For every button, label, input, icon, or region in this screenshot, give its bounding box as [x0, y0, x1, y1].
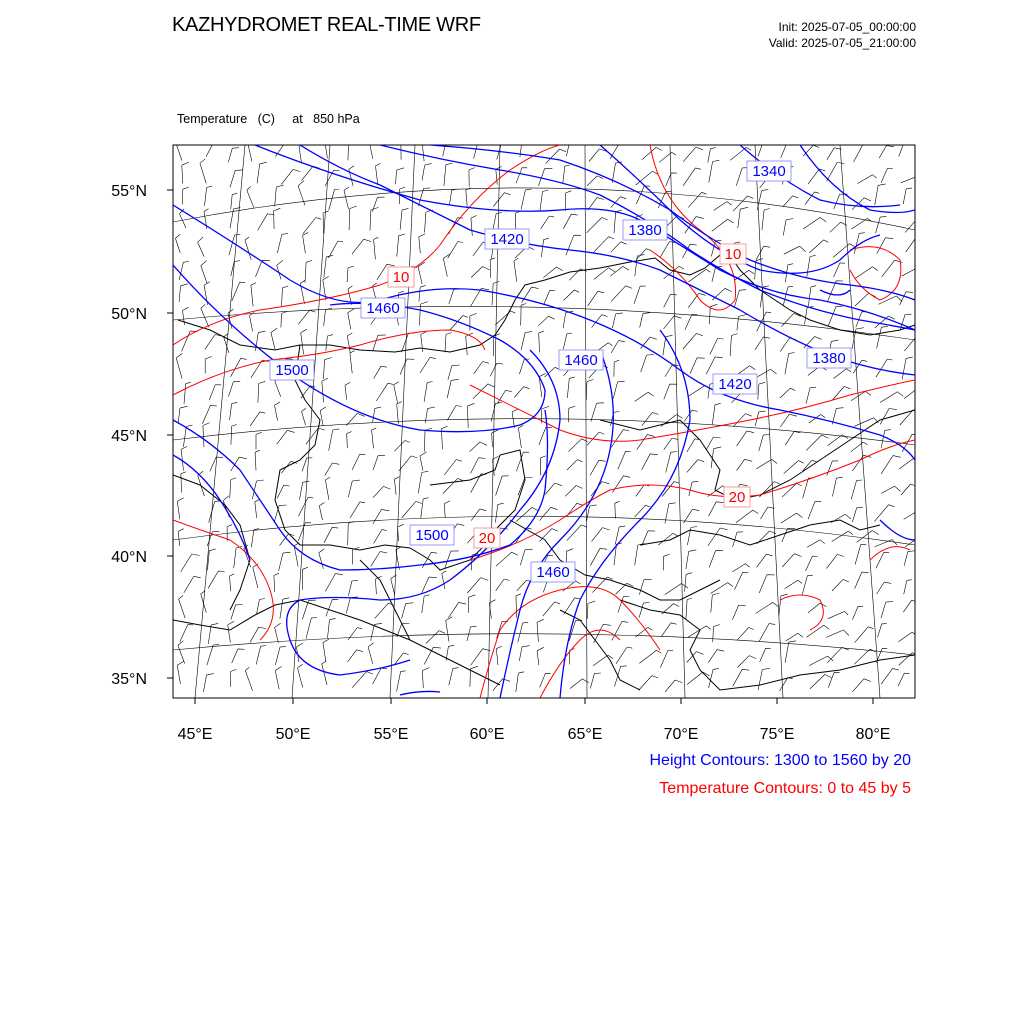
x-axis-labels — [178, 726, 891, 743]
x-label: 75°E — [759, 726, 795, 743]
height-label — [485, 229, 529, 249]
x-label: 65°E — [567, 726, 603, 743]
svg-text:1340: 1340 — [752, 163, 786, 180]
y-label: 50°N — [111, 306, 147, 323]
height-label — [410, 525, 454, 545]
svg-text:20: 20 — [728, 489, 746, 506]
x-label: 60°E — [469, 726, 505, 743]
svg-text:1460: 1460 — [564, 352, 598, 369]
svg-text:10: 10 — [724, 246, 742, 263]
height-label — [270, 360, 314, 380]
svg-text:1420: 1420 — [490, 231, 524, 248]
temperature-label — [474, 528, 500, 548]
height-label — [747, 161, 791, 181]
y-label: 55°N — [111, 183, 147, 200]
svg-text:1420: 1420 — [718, 376, 752, 393]
svg-text:1380: 1380 — [812, 350, 846, 367]
temperature-legend: Temperature Contours: 0 to 45 by 5 — [659, 780, 911, 797]
svg-text:1460: 1460 — [536, 564, 570, 581]
map-title: KAZHYDROMET REAL-TIME WRF — [172, 14, 481, 36]
height-label — [807, 348, 851, 368]
height-label — [623, 220, 667, 240]
x-label: 55°E — [373, 726, 409, 743]
svg-text:1500: 1500 — [415, 527, 449, 544]
temperature-label — [720, 244, 746, 264]
field-temperature: Temperature (C) at 850 hPa — [177, 112, 360, 126]
height-label — [713, 374, 757, 394]
svg-text:1500: 1500 — [275, 362, 309, 379]
svg-text:20: 20 — [478, 530, 496, 547]
svg-text:1380: 1380 — [628, 222, 662, 239]
height-label — [559, 350, 603, 370]
init-time: Init: 2025-07-05_00:00:00 — [778, 20, 916, 34]
valid-time: Valid: 2025-07-05_21:00:00 — [768, 36, 916, 50]
svg-text:1460: 1460 — [366, 300, 400, 317]
y-label: 40°N — [111, 549, 147, 566]
y-axis-labels — [111, 183, 147, 688]
height-legend: Height Contours: 1300 to 1560 by 20 — [649, 752, 911, 769]
temperature-label — [388, 267, 414, 287]
svg-text:10: 10 — [392, 269, 410, 286]
x-label: 50°E — [275, 726, 311, 743]
height-label — [361, 298, 405, 318]
x-label: 70°E — [663, 726, 699, 743]
y-label: 45°N — [111, 428, 147, 445]
x-label: 80°E — [855, 726, 891, 743]
x-label: 45°E — [177, 726, 213, 743]
height-label — [531, 562, 575, 582]
temperature-label — [724, 487, 750, 507]
y-label: 35°N — [111, 671, 147, 688]
